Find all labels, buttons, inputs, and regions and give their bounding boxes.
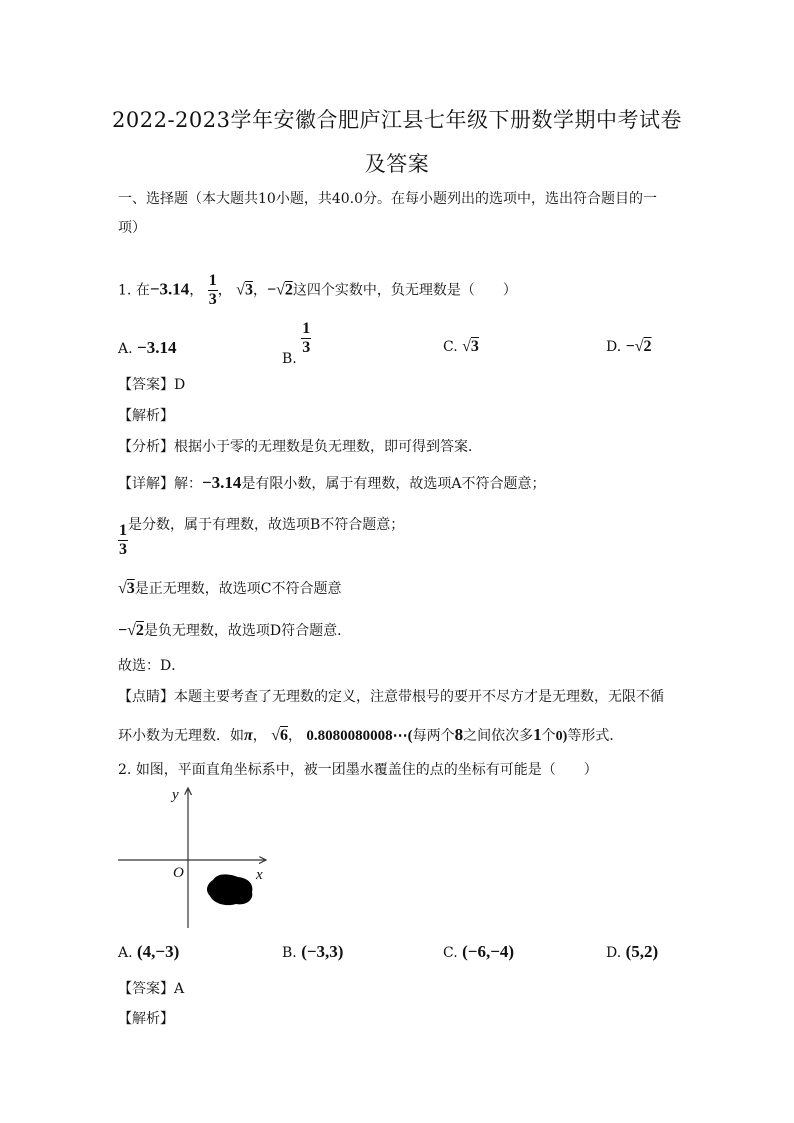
q1-detail-text1: 是有限小数，属于有理数，故选项A不符合题意； — [241, 476, 546, 492]
q1-option-d[interactable] — [606, 338, 652, 356]
q1-neg-sign: − — [266, 281, 277, 299]
q2-option-b-letter: B. — [282, 945, 297, 961]
q1-fraction — [208, 272, 218, 309]
q1-option-c[interactable] — [443, 338, 479, 356]
q2-option-c[interactable] — [443, 942, 514, 962]
q1-neg-sqrt2: −√2 — [266, 281, 293, 299]
q1-decimal: 0.8080080008⋯( — [306, 728, 413, 744]
q1-chosen: 故选：D． — [118, 658, 186, 674]
q1-zero: 0) — [555, 729, 568, 744]
q1-one: 1 — [533, 725, 542, 744]
q1-option-c-sqrt: √3 — [462, 338, 479, 355]
q2-answer-tag: 【答案】 — [118, 981, 174, 997]
q1-detail-frac-num: 1 — [119, 522, 127, 539]
q1-comma: ， — [287, 728, 302, 744]
q1-fenxi — [118, 436, 482, 456]
q1-detail-line4 — [118, 620, 351, 640]
q1-dianjing-text2c: 之间依次多 — [463, 728, 534, 744]
q1-sqrt3: √3 — [236, 281, 253, 299]
q2-answer-value: A — [174, 981, 185, 997]
document-title-line2: 及答案 — [364, 152, 430, 176]
section-heading-line1: 一、选择题（本大题共10小题，共40.0分。在每小题列出的选项中，选出符合题目的一 — [118, 191, 657, 207]
q1-value-neg314: −3.14 — [149, 279, 190, 299]
q1-answer-value: D — [174, 377, 186, 393]
q1-option-b-fraction — [301, 320, 311, 357]
ink-blot — [207, 874, 252, 905]
q2-option-c-value: (−6,−4) — [462, 942, 515, 961]
q2-option-b[interactable] — [282, 942, 343, 962]
q1-option-c-letter: C. — [443, 339, 458, 355]
q1-detail-text3: 是正无理数，故选项C不符合题意 — [134, 581, 342, 597]
q1-option-b-num: 1 — [302, 320, 311, 337]
q1-sep: ， — [217, 282, 232, 299]
x-axis-label: x — [256, 867, 263, 883]
origin-label: O — [173, 865, 184, 881]
q1-detail-frac-den: 3 — [119, 541, 127, 558]
q2-option-a[interactable] — [118, 942, 179, 962]
q1-detail-sqrt3-radicand: 3 — [126, 580, 135, 597]
q1-answer — [118, 374, 185, 394]
q2-option-a-value: (4,−3) — [137, 942, 180, 961]
q1-number: 1. — [118, 282, 132, 299]
q1-dianjing-line1 — [118, 686, 664, 706]
q1-comma: ， — [252, 728, 267, 744]
q2-option-b-value: (−3,3) — [301, 942, 344, 961]
q2-number: 2. — [118, 762, 132, 778]
q1-detail-tag: 【详解】 — [118, 476, 174, 492]
q1-dianjing-text2e: 等形式． — [567, 728, 624, 744]
q2-text: 如图，平面直角坐标系中，被一团墨水覆盖住的点的坐标有可能是（ ） — [135, 762, 598, 778]
q1-dianjing-tag: 【点睛】 — [118, 689, 174, 705]
q1-dianjing-text2d: 个 — [541, 728, 556, 744]
q1-detail-line3 — [118, 578, 342, 598]
q2-option-d[interactable] — [606, 942, 658, 962]
q2-answer — [118, 978, 184, 998]
q1-detail-value: −3.14 — [202, 473, 242, 492]
section-heading-line2: 项） — [118, 220, 146, 236]
q1-detail-neg-sqrt2: −√2 — [118, 622, 144, 639]
q1-detail-sqrt2-radicand: 2 — [135, 622, 144, 639]
q1-option-d-radicand: 2 — [643, 338, 652, 355]
q1-pi: π — [244, 727, 253, 744]
coordinate-plane-figure — [118, 782, 278, 932]
q2-analysis-tag: 【解析】 — [118, 1011, 174, 1027]
q2-stem — [118, 759, 598, 779]
q1-detail-line2 — [118, 514, 404, 559]
q2-option-c-letter: C. — [443, 945, 458, 961]
q1-dianjing-line2 — [118, 725, 623, 745]
q1-dianjing-text1: 本题主要考查了无理数的定义，注意带根号的要开不尽方才是无理数，无限不循 — [174, 689, 664, 705]
q2-option-d-letter: D. — [606, 945, 622, 961]
q1-detail-fraction — [118, 522, 128, 559]
q1-eight: 8 — [454, 725, 464, 744]
q1-detail-line1 — [118, 473, 546, 493]
q1-sqrt2-radicand: 2 — [284, 281, 293, 299]
q1-dianjing-text2a: 环小数为无理数．如 — [118, 728, 244, 744]
q1-option-d-sqrt: −√2 — [625, 338, 652, 355]
document-title-line1: 2022-2023学年安徽合肥庐江县七年级下册数学期中考试卷 — [112, 108, 682, 132]
q1-option-d-letter: D. — [606, 339, 622, 355]
q1-detail-text2: 是分数，属于有理数，故选项B不符合题意； — [128, 517, 405, 533]
q1-stem — [118, 272, 517, 309]
q1-sep: ， — [252, 282, 267, 299]
y-axis-label: y — [172, 787, 179, 803]
q1-analysis-tag: 【解析】 — [118, 408, 174, 424]
q1-sep: ， — [189, 282, 204, 299]
q1-option-a-value: −3.14 — [137, 338, 177, 357]
q1-option-c-radicand: 3 — [470, 338, 479, 355]
q1-sqrt6-radicand: 6 — [279, 727, 288, 744]
q1-sqrt3-radicand: 3 — [244, 281, 253, 299]
q1-fenxi-tag: 【分析】 — [118, 439, 174, 455]
q1-option-d-neg: − — [625, 338, 635, 355]
q1-detail-neg: − — [118, 622, 128, 639]
q1-prefix: 在 — [135, 282, 150, 299]
q1-dianjing-text2b: 每两个 — [412, 728, 455, 744]
q1-fenxi-text: 根据小于零的无理数是负无理数，即可得到答案． — [174, 439, 482, 455]
q1-detail-text4: 是负无理数，故选项D符合题意． — [143, 623, 352, 639]
q1-option-b-den: 3 — [302, 339, 311, 356]
q1-option-b-letter: B. — [282, 350, 297, 367]
q1-frac-num: 1 — [208, 272, 217, 289]
q1-detail-sqrt3: √3 — [118, 580, 135, 597]
q1-suffix: 这四个实数中，负无理数是（ ） — [292, 282, 517, 299]
q1-sqrt6: √6 — [271, 727, 288, 744]
q1-option-a-letter: A. — [118, 341, 133, 357]
q1-option-b[interactable] — [282, 320, 311, 367]
q1-option-a[interactable] — [118, 338, 176, 358]
q2-option-d-value: (5,2) — [625, 942, 659, 961]
q1-detail-prefix: 解： — [174, 476, 202, 492]
q1-answer-tag: 【答案】 — [118, 377, 174, 393]
q1-frac-den: 3 — [208, 291, 217, 308]
q2-option-a-letter: A. — [118, 945, 133, 961]
